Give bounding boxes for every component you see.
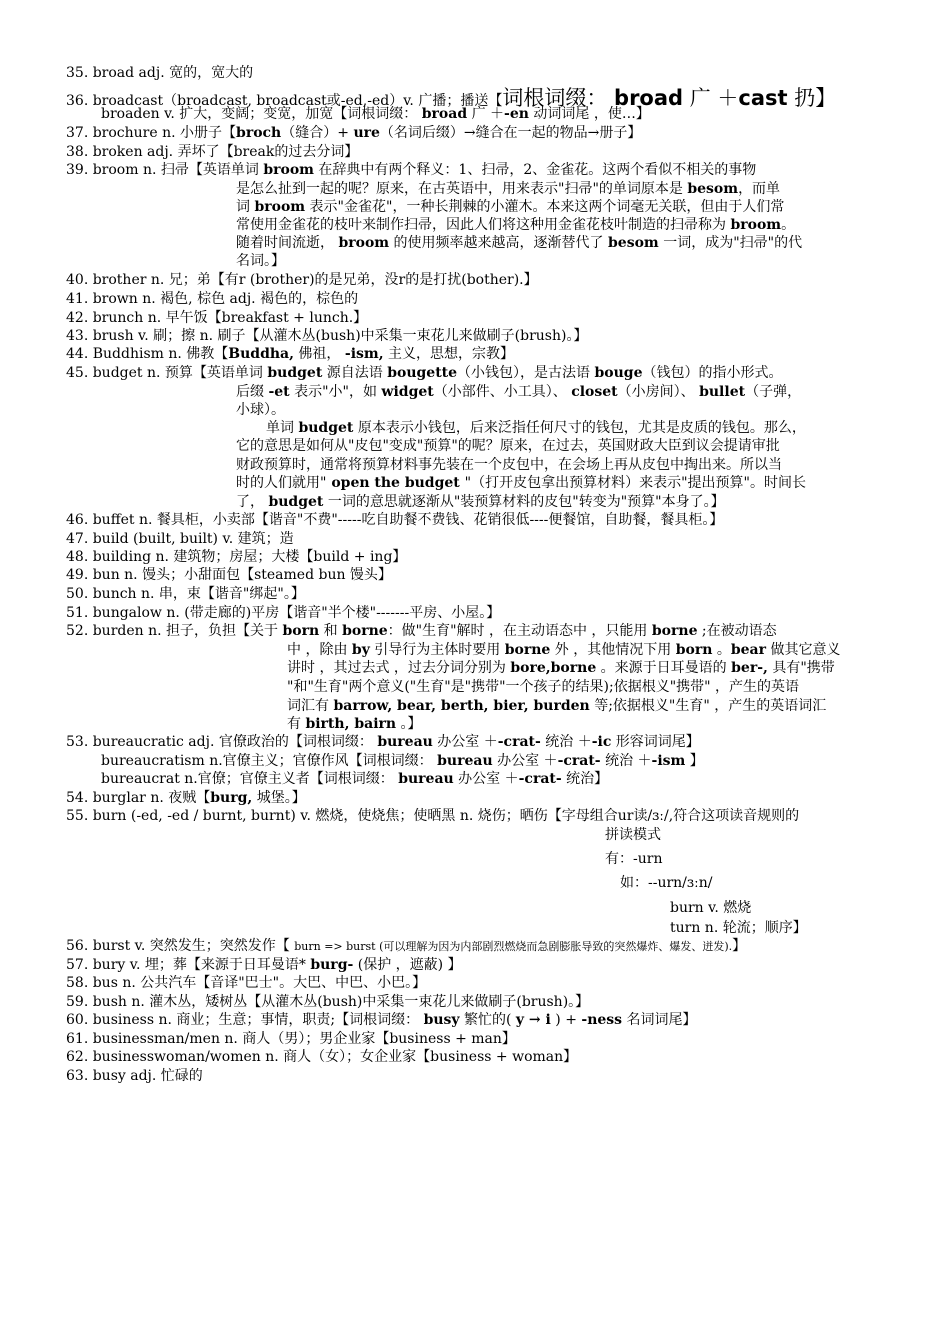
text-line bbox=[287, 697, 826, 715]
text-segment: 58. bus n. 公共汽车【音译"巴士"。大巴、中巴、小巴。】 bbox=[66, 975, 427, 991]
text-segment: 。 bbox=[781, 217, 796, 233]
bold-term: bureau bbox=[377, 734, 433, 750]
bold-term: budget bbox=[268, 494, 324, 510]
text-segment: （缝合）+ bbox=[281, 125, 354, 141]
text-segment: (保护 ，遮蔽) 】 bbox=[353, 957, 462, 973]
bold-term: by bbox=[351, 642, 370, 658]
text-line bbox=[66, 64, 253, 82]
text-segment: 词 bbox=[236, 199, 255, 215]
text-segment: 统治】 bbox=[561, 771, 609, 787]
text-line bbox=[620, 874, 712, 892]
text-segment: 扔】 bbox=[787, 86, 837, 110]
text-segment: 引导行为主体时要用 bbox=[369, 642, 505, 658]
text-segment: 41. brown n. 褐色, 棕色 adj. 褐色的，棕色的 bbox=[66, 291, 359, 307]
text-segment: turn n. 轮流；顺序】 bbox=[670, 920, 807, 936]
text-segment: 55. burn (-ed, -ed / burnt, burnt) v. 燃烧，使烧焦；使晒黑 n. 烧伤；晒伤【字母组合ur读/ɜː/,符合这项读音规则的 bbox=[66, 808, 800, 824]
text-segment: ：做"生育"解时 ，在主动语态中 ，只能用 bbox=[387, 623, 652, 639]
text-segment: 36. broadcast（broadcast, broadcast或-ed,-ed）v. 广播；播送【 bbox=[66, 93, 503, 109]
bold-term: budget bbox=[267, 365, 323, 381]
text-line bbox=[66, 993, 589, 1011]
bold-term: -crat- bbox=[518, 771, 562, 787]
text-segment: 它的意思是如何从"皮包"变成"预算"的呢？原来，在过去，英国财政大臣到议会提请审批 bbox=[236, 438, 780, 454]
text-segment: 有：-urn bbox=[605, 851, 663, 867]
bold-term: burg, bbox=[210, 790, 253, 806]
text-segment: burn => burst (可以理解为因为内部剧烈燃烧而急剧膨胀导致的突然爆炸、爆发、迸发). bbox=[294, 940, 733, 953]
text-segment: 37. brochure n. 小册子【 bbox=[66, 125, 237, 141]
text-segment: 等;依据根义"生育" ，产生的英语词汇 bbox=[589, 698, 827, 714]
text-segment: 52. burden n. 担子，负担【关于 bbox=[66, 623, 283, 639]
text-segment: 源自法语 bbox=[322, 365, 388, 381]
text-segment: 在辞典中有两个释义：1、扫帚，2、金雀花。这两个看似不相关的事物 bbox=[313, 162, 757, 178]
text-segment: 53. bureaucratic adj. 官僚政治的【词根词缀： bbox=[66, 734, 378, 750]
text-segment: 38. broken adj. 弄坏了【break的过去分词】 bbox=[66, 144, 359, 160]
bold-term: burg- bbox=[310, 957, 354, 973]
bold-term: y → i bbox=[515, 1012, 551, 1028]
text-line bbox=[66, 566, 392, 584]
text-segment: 原本表示小钱包，后来泛指任何尺寸的钱包，尤其是皮质的钱包。那么， bbox=[353, 420, 806, 436]
text-segment: 】 bbox=[685, 753, 704, 769]
text-segment: 动词词尾 ，使…】 bbox=[528, 106, 650, 122]
text-segment: 】 bbox=[732, 938, 747, 954]
bold-term: borne bbox=[651, 623, 698, 639]
text-line bbox=[66, 974, 426, 992]
bold-term: widget bbox=[381, 384, 434, 400]
bold-term: -ic bbox=[591, 734, 612, 750]
text-segment: 统治 ＋ bbox=[600, 753, 652, 769]
text-segment: 39. broom n. 扫帚【英语单词 bbox=[66, 162, 264, 178]
text-line bbox=[236, 401, 285, 419]
text-line bbox=[66, 161, 756, 179]
text-line bbox=[66, 271, 538, 289]
text-segment: （小房间）、 bbox=[617, 384, 700, 400]
text-segment: 。】 bbox=[396, 716, 422, 732]
bold-term: -ism bbox=[651, 753, 686, 769]
bold-term: broom bbox=[263, 162, 314, 178]
text-line bbox=[66, 530, 294, 548]
text-segment: 单词 bbox=[266, 420, 299, 436]
bold-term: -en bbox=[504, 106, 529, 122]
text-segment: 45. budget n. 预算【英语单词 bbox=[66, 365, 268, 381]
text-segment: 统治 ＋ bbox=[540, 734, 592, 750]
bold-term: birth, bairn bbox=[305, 716, 397, 732]
text-line bbox=[66, 789, 306, 807]
text-segment: 繁忙的( bbox=[459, 1012, 516, 1028]
text-segment: 办公室 ＋ bbox=[492, 753, 558, 769]
text-line bbox=[236, 493, 725, 511]
text-segment: （小部件、小工具）、 bbox=[433, 384, 572, 400]
text-segment: 40. brother n. 兄；弟【有r (brother)的是兄弟，没r的是打扰(bother).】 bbox=[66, 272, 538, 288]
text-segment: 63. busy adj. 忙碌的 bbox=[66, 1068, 203, 1084]
text-segment: 词根词缀： bbox=[502, 86, 615, 110]
text-line bbox=[66, 733, 700, 751]
text-segment: 如：--urn/ɜːn/ bbox=[620, 875, 713, 891]
text-line bbox=[101, 770, 608, 788]
text-segment: 外 ，其他情况下用 bbox=[550, 642, 676, 658]
text-line bbox=[66, 1011, 697, 1029]
bold-term: Buddha, bbox=[228, 346, 294, 362]
text-segment: cast bbox=[738, 86, 788, 110]
text-line bbox=[66, 585, 305, 603]
text-segment: 财政预算时，通常将预算材料事先装在一个皮包中，在会场上再从皮包中掏出来。所以当 bbox=[236, 457, 782, 473]
text-segment: 佛祖， bbox=[293, 346, 345, 362]
bold-term: broad bbox=[421, 106, 468, 122]
text-segment: 了， bbox=[236, 494, 269, 510]
text-segment: 60. business n. 商业；生意；事情，职责;【词根词缀： bbox=[66, 1012, 424, 1028]
text-segment: broad bbox=[614, 86, 684, 110]
bold-term: -ism, bbox=[344, 346, 384, 362]
text-segment: 。来源于日耳曼语的 bbox=[596, 660, 732, 676]
text-segment: 49. bun n. 馒头；小甜面包【steamed bun 馒头】 bbox=[66, 567, 392, 583]
text-line bbox=[66, 143, 358, 161]
text-segment: 拼读模式 bbox=[605, 827, 661, 843]
text-segment: 讲时 ，其过去式 ，过去分词分别为 bbox=[287, 660, 511, 676]
text-segment: 中 ，除由 bbox=[287, 642, 352, 658]
text-segment: 54. burglar n. 夜贼【 bbox=[66, 790, 211, 806]
text-segment: ，而单 bbox=[738, 181, 781, 197]
text-line bbox=[236, 383, 801, 401]
text-segment: 主义，思想，宗教】 bbox=[383, 346, 515, 362]
bold-term: -et bbox=[268, 384, 290, 400]
text-segment: 48. building n. 建筑物；房屋；大楼【build + ing】 bbox=[66, 549, 407, 565]
bold-term: borne bbox=[504, 642, 551, 658]
text-line bbox=[236, 216, 795, 234]
text-segment: 随着时间流逝， bbox=[236, 235, 339, 251]
text-segment: 表示"小"，如 bbox=[289, 384, 382, 400]
text-segment: （小钱包），是古法语 bbox=[457, 365, 595, 381]
text-segment: （钱包）的指小形式。 bbox=[642, 365, 783, 381]
text-segment: 是怎么扯到一起的呢？原来，在古英语中，用来表示"扫帚"的单词原本是 bbox=[236, 181, 688, 197]
text-line bbox=[66, 604, 500, 622]
text-line bbox=[66, 622, 777, 640]
text-line bbox=[287, 678, 799, 696]
bold-term: closet bbox=[571, 384, 618, 400]
text-segment: 42. brunch n. 早午饭【breakfast + lunch.】 bbox=[66, 310, 368, 326]
text-segment: 城堡。】 bbox=[252, 790, 306, 806]
bold-term: open the budget bbox=[326, 475, 465, 491]
text-line bbox=[66, 364, 783, 382]
text-line bbox=[101, 105, 650, 123]
bold-term: bureau bbox=[398, 771, 454, 787]
text-segment: burn v. 燃烧 bbox=[670, 900, 752, 916]
bold-term: bureau bbox=[437, 753, 493, 769]
text-segment: 。 bbox=[712, 642, 731, 658]
bold-term: ber-, bbox=[731, 660, 768, 676]
text-segment: 43. brush v. 刷；擦 n. 刷子【从灌木丛(bush)中采集一束花儿来做刷子(brush)。】 bbox=[66, 328, 588, 344]
text-segment: "（打开皮包拿出预算材料）来表示"提出预算"。时间长 bbox=[464, 475, 806, 491]
text-line bbox=[101, 752, 704, 770]
text-segment: 广 ＋ bbox=[683, 86, 739, 110]
text-segment: 和 bbox=[319, 623, 343, 639]
bold-term: bullet bbox=[699, 384, 746, 400]
text-segment: bureaucrat n.官僚；官僚主义者【词根词缀： bbox=[101, 771, 399, 787]
bold-term: born bbox=[282, 623, 320, 639]
text-line bbox=[66, 1067, 203, 1085]
text-line bbox=[66, 290, 358, 308]
text-segment: （名词后缀）→缝合在一起的物品→册子】 bbox=[379, 125, 642, 141]
text-segment: 形容词词尾】 bbox=[611, 734, 700, 750]
text-segment: 办公室 ＋ bbox=[432, 734, 498, 750]
bold-term: busy bbox=[423, 1012, 460, 1028]
text-line bbox=[266, 419, 806, 437]
text-line bbox=[66, 956, 462, 974]
text-segment: 47. build (built, built) v. 建筑；造 bbox=[66, 531, 294, 547]
bold-term: -crat- bbox=[557, 753, 601, 769]
text-segment: 名词。】 bbox=[236, 253, 285, 269]
text-line bbox=[236, 198, 784, 216]
bold-term: broch bbox=[236, 125, 282, 141]
bold-term: broom bbox=[730, 217, 782, 233]
bold-term: besom bbox=[687, 181, 739, 197]
text-line bbox=[236, 252, 285, 270]
text-segment: ) + bbox=[550, 1012, 582, 1028]
text-line bbox=[66, 548, 406, 566]
bold-term: bear bbox=[730, 642, 766, 658]
text-segment: 46. buffet n. 餐具柜，小卖部【谐音"不费"-----吃自助餐不费钱、花销很低----便餐馆，自助餐，餐具柜。】 bbox=[66, 512, 724, 528]
text-segment: 常使用金雀花的枝叶来制作扫帚，因此人们将这种用金雀花枝叶制造的扫帚称为 bbox=[236, 217, 731, 233]
text-segment: 61. businessman/men n. 商人（男）；男企业家【business + man】 bbox=[66, 1031, 516, 1047]
bold-term: broom bbox=[254, 199, 306, 215]
bold-term: besom bbox=[608, 235, 659, 251]
text-segment: 词汇有 bbox=[287, 698, 334, 714]
text-line bbox=[66, 309, 367, 327]
bold-term: -ness bbox=[581, 1012, 623, 1028]
text-line bbox=[66, 937, 746, 956]
text-segment: 后缀 bbox=[236, 384, 269, 400]
bold-term: barrow, bear, berth, bier, burden bbox=[333, 698, 590, 714]
bold-term: budget bbox=[298, 420, 354, 436]
bold-term: bouge bbox=[594, 365, 643, 381]
text-line bbox=[66, 1030, 516, 1048]
bold-term: broom bbox=[338, 235, 390, 251]
text-segment: 59. bush n. 灌木丛，矮树丛【从灌木丛(bush)中采集一束花儿来做刷子(brush)。】 bbox=[66, 994, 590, 1010]
text-line bbox=[66, 327, 587, 345]
text-line bbox=[66, 124, 641, 142]
text-segment: 名词词尾】 bbox=[622, 1012, 697, 1028]
text-line bbox=[670, 899, 751, 917]
text-segment: 办公室 ＋ bbox=[453, 771, 519, 787]
text-segment: 57. bury v. 埋；葬【来源于日耳曼语* bbox=[66, 957, 311, 973]
text-line bbox=[66, 511, 723, 529]
text-segment: broaden v. 扩大，变阔；变宽，加宽【词根词缀： bbox=[101, 106, 422, 122]
text-segment: 的使用频率越来越高，逐渐替代了 bbox=[389, 235, 609, 251]
text-segment: "和"生育"两个意义("生育"是"携带"一个孩子的结果);依据根义"携带" ，产生的英语 bbox=[287, 679, 800, 695]
text-line bbox=[670, 919, 807, 937]
text-segment: 44. Buddhism n. 佛教【 bbox=[66, 346, 229, 362]
text-segment: 51. bungalow n. (带走廊的)平房【谐音"半个楼"-------平房、小屋。】 bbox=[66, 605, 501, 621]
text-segment: （子弹， bbox=[745, 384, 802, 400]
text-line bbox=[236, 234, 802, 252]
text-line bbox=[236, 437, 780, 455]
bold-term: bougette bbox=[387, 365, 458, 381]
text-segment: 做其它意义 bbox=[766, 642, 841, 658]
text-line bbox=[287, 715, 422, 733]
bold-term: ure bbox=[353, 125, 380, 141]
text-line bbox=[66, 807, 799, 825]
bold-term: born bbox=[675, 642, 713, 658]
text-line bbox=[287, 659, 835, 677]
text-line bbox=[605, 850, 662, 868]
text-line bbox=[605, 826, 661, 844]
text-segment: bureaucratism n.官僚主义；官僚作风【词根词缀： bbox=[101, 753, 438, 769]
text-line bbox=[236, 180, 780, 198]
text-segment: 50. bunch n. 串，束【谐音"绑起"。】 bbox=[66, 586, 305, 602]
bold-term: borne bbox=[342, 623, 388, 639]
text-segment: 62. businesswoman/women n. 商人（女）；女企业家【business + woman】 bbox=[66, 1049, 578, 1065]
bold-term: -crat- bbox=[497, 734, 541, 750]
text-segment: 小球）。 bbox=[236, 402, 285, 418]
text-line bbox=[236, 456, 782, 474]
text-segment: 时的人们就用" bbox=[236, 475, 327, 491]
bold-term: bore,borne bbox=[510, 660, 597, 676]
text-line bbox=[66, 345, 514, 363]
text-segment: ;在被动语态 bbox=[697, 623, 777, 639]
text-line bbox=[236, 474, 806, 492]
text-segment: 一词的意思就逐渐从"装预算材料的皮包"转变为"预算"本身了。】 bbox=[323, 494, 725, 510]
text-segment: 广 ＋ bbox=[467, 106, 505, 122]
text-segment: 有 bbox=[287, 716, 306, 732]
text-segment: 表示"金雀花"，一种长荆棘的小灌木。本来这两个词毫无关联，但由于人们常 bbox=[305, 199, 785, 215]
text-segment: 56. burst v. 突然发生；突然发作【 bbox=[66, 938, 295, 954]
text-line bbox=[287, 641, 840, 659]
text-segment: 35. broad adj. 宽的，宽大的 bbox=[66, 65, 254, 81]
text-segment: 一词，成为"扫帚"的代 bbox=[658, 235, 803, 251]
text-line bbox=[66, 1048, 577, 1066]
text-segment: 具有"携带 bbox=[767, 660, 835, 676]
